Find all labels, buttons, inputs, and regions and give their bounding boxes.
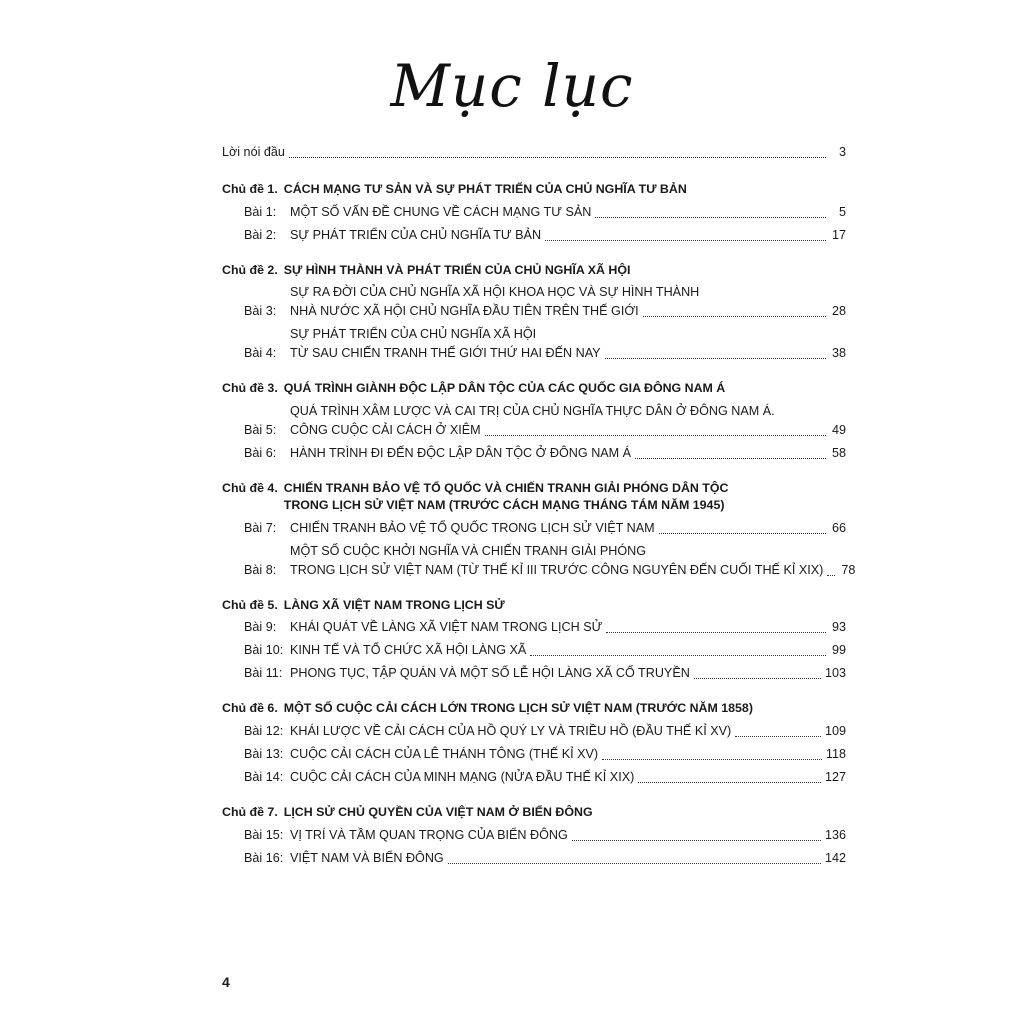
topic-code: Chủ đề 5.: [222, 597, 278, 612]
lesson-code: Bài 9:: [244, 620, 277, 635]
topic-section: [222, 262, 846, 363]
toc-entry-lesson[interactable]: [222, 284, 846, 320]
lesson-code: Bài 15:: [244, 827, 284, 842]
lesson-code: Bài 7:: [244, 520, 277, 535]
topic-title-line: CHIẾN TRANH BẢO VỆ TỔ QUỐC VÀ CHIẾN TRANH GIẢI PHÓNG DÂN TỘC: [283, 481, 729, 496]
lesson-code: Bài 4:: [244, 346, 277, 361]
lesson-title-line: CÔNG CUỘC CẢI CÁCH Ở XIÊM: [290, 423, 481, 438]
lesson-title-line: QUÁ TRÌNH XÂM LƯỢC VÀ CAI TRỊ CỦA CHỦ NGHĨA THỰC DÂN Ở ĐÔNG NAM Á.: [290, 404, 775, 419]
lesson-code: Bài 16:: [244, 850, 284, 865]
topic-title-line: TRONG LỊCH SỬ VIỆT NAM (TRƯỚC CÁCH MẠNG THÁNG TÁM NĂM 1945): [283, 497, 725, 512]
toc-entry-lesson[interactable]: [222, 827, 846, 844]
toc-entry-page: 136: [824, 827, 846, 842]
dot-leader: [606, 632, 826, 633]
toc-entry-page: 58: [831, 446, 846, 461]
lesson-code: Bài 2:: [244, 227, 277, 242]
dot-leader: [595, 217, 826, 218]
toc-entry-page: 127: [824, 770, 846, 785]
topic-heading[interactable]: [222, 181, 846, 198]
topic-code: Chủ đề 7.: [222, 805, 278, 820]
topic-section: [222, 597, 846, 683]
topic-heading[interactable]: [222, 804, 846, 821]
dot-leader: [485, 435, 826, 436]
page-number: 4: [222, 974, 230, 990]
lesson-title-line: SỰ RA ĐỜI CỦA CHỦ NGHĨA XÃ HỘI KHOA HỌC VÀ SỰ HÌNH THÀNH: [290, 285, 700, 300]
dot-leader: [545, 240, 826, 241]
toc-entry-page: 109: [824, 724, 846, 739]
toc-entry-lesson[interactable]: [222, 204, 846, 221]
lesson-title-line: KHÁI QUÁT VỀ LÀNG XÃ VIỆT NAM TRONG LỊCH SỬ: [290, 620, 603, 635]
lesson-code: Bài 1:: [244, 204, 277, 219]
toc-entry-page: 38: [831, 346, 846, 361]
lesson-title-line: MỘT SỐ VẤN ĐỀ CHUNG VỀ CÁCH MẠNG TƯ SẢN: [290, 204, 592, 219]
lesson-code: Bài 6:: [244, 446, 277, 461]
lesson-title-line: KHÁI LƯỢC VỀ CẢI CÁCH CỦA HỒ QUÝ LY VÀ TRIỀU HỒ (ĐẦU THẾ KỈ XV): [290, 724, 732, 739]
lesson-title-line: HÀNH TRÌNH ĐI ĐẾN ĐỘC LẬP DÂN TỘC Ở ĐÔNG NAM Á: [290, 446, 632, 461]
toc-entry-lesson[interactable]: [222, 445, 846, 462]
lesson-code: Bài 14:: [244, 770, 284, 785]
topic-section: [222, 380, 846, 462]
topic-title-line: SỰ HÌNH THÀNH VÀ PHÁT TRIỂN CỦA CHỦ NGHĨA XÃ HỘI: [283, 262, 631, 277]
dot-leader: [643, 316, 826, 317]
topic-section: [222, 480, 856, 578]
lesson-code: Bài 13:: [244, 747, 284, 762]
topic-title-line: LÀNG XÃ VIỆT NAM TRONG LỊCH SỬ: [283, 597, 505, 612]
toc-entry-page: 66: [831, 520, 846, 535]
toc-entry-lesson[interactable]: [222, 520, 846, 537]
toc-entry-lesson[interactable]: [222, 723, 846, 740]
toc-entry-page: 142: [824, 850, 846, 865]
toc-entry-page: 28: [831, 304, 846, 319]
toc-entry-page: 103: [824, 666, 846, 681]
topic-list: [222, 181, 856, 867]
lesson-code: Bài 12:: [244, 724, 284, 739]
dot-leader: [694, 678, 821, 679]
lesson-title-line: PHONG TỤC, TẬP QUÁN VÀ MỘT SỐ LỄ HỘI LÀNG XÃ CỔ TRUYỀN: [290, 666, 690, 681]
toc-entry-lesson[interactable]: [222, 227, 846, 244]
toc-entry-lesson[interactable]: [222, 769, 846, 786]
topic-heading[interactable]: [222, 262, 846, 279]
toc-entry-lesson[interactable]: [222, 619, 846, 636]
topic-code: Chủ đề 2.: [222, 262, 278, 277]
toc-entry-page: 93: [831, 620, 846, 635]
dot-leader: [827, 575, 835, 576]
page-heading: Mục lục: [390, 52, 634, 120]
topic-code: Chủ đề 6.: [222, 701, 278, 716]
toc-entry-page: 5: [838, 204, 846, 219]
topic-heading[interactable]: [222, 700, 846, 717]
topic-heading[interactable]: [222, 597, 846, 614]
toc-entry-page: 78: [841, 562, 856, 577]
toc-entry-page: 99: [831, 643, 846, 658]
dot-leader: [635, 458, 826, 459]
dot-leader: [572, 840, 821, 841]
lesson-code: Bài 5:: [244, 423, 277, 438]
toc-entry-page: 118: [825, 747, 846, 762]
dot-leader: [638, 782, 821, 783]
toc-entry-lesson[interactable]: [222, 642, 846, 659]
lesson-title-line: VỊ TRÍ VÀ TẦM QUAN TRỌNG CỦA BIỂN ĐÔNG: [290, 827, 568, 842]
topic-heading[interactable]: [222, 480, 846, 513]
lesson-code: Bài 3:: [244, 304, 277, 319]
lesson-title-line: SỰ PHÁT TRIỂN CỦA CHỦ NGHĨA TƯ BẢN: [290, 227, 542, 242]
topic-code: Chủ đề 1.: [222, 182, 278, 196]
topic-title-line: LỊCH SỬ CHỦ QUYỀN CỦA VIỆT NAM Ở BIỂN ĐÔNG: [283, 805, 593, 820]
toc-entry-lesson[interactable]: [222, 746, 846, 763]
dot-leader: [602, 759, 822, 760]
lesson-title-line: CUỘC CẢI CÁCH CỦA LÊ THÁNH TÔNG (THẾ KỈ XV): [290, 747, 599, 762]
dot-leader: [659, 533, 826, 534]
dot-leader: [605, 358, 826, 359]
toc-entry-lesson[interactable]: [222, 543, 856, 579]
topic-title-line: QUÁ TRÌNH GIÀNH ĐỘC LẬP DÂN TỘC CỦA CÁC QUỐC GIA ĐÔNG NAM Á: [283, 381, 726, 396]
lesson-code: Bài 10:: [244, 643, 284, 658]
dot-leader: [289, 157, 826, 158]
toc-entry-page: 17: [831, 227, 846, 242]
lesson-title-line: KINH TẾ VÀ TỔ CHỨC XÃ HỘI LÀNG XÃ: [290, 643, 527, 658]
table-of-contents: [222, 144, 856, 885]
toc-entry-title: Lời nói đầu: [222, 145, 285, 159]
lesson-code: Bài 8:: [244, 562, 277, 577]
lesson-title-line: NHÀ NƯỚC XÃ HỘI CHỦ NGHĨA ĐẦU TIÊN TRÊN THẾ GIỚI: [290, 304, 639, 319]
topic-title-line: MỘT SỐ CUỘC CẢI CÁCH LỚN TRONG LỊCH SỬ VIỆT NAM (TRƯỚC NĂM 1858): [283, 701, 753, 716]
lesson-title-line: TRONG LỊCH SỬ VIỆT NAM (TỪ THẾ KỈ III TRƯỚC CÔNG NGUYÊN ĐẾN CUỐI THẾ KỈ XIX): [290, 562, 824, 577]
lesson-title-line: SỰ PHÁT TRIỂN CỦA CHỦ NGHĨA XÃ HỘI: [290, 327, 537, 342]
topic-section: [222, 804, 846, 867]
lesson-title-line: VIỆT NAM VÀ BIỂN ĐÔNG: [290, 850, 444, 865]
dot-leader: [448, 863, 821, 864]
topic-section: [222, 181, 846, 244]
toc-entry-lesson[interactable]: [222, 326, 846, 362]
topic-section: [222, 700, 846, 786]
topic-heading[interactable]: [222, 380, 846, 397]
toc-entry-lesson[interactable]: [222, 665, 846, 682]
toc-entry-lesson[interactable]: [222, 403, 846, 439]
topic-title-line: CÁCH MẠNG TƯ SẢN VÀ SỰ PHÁT TRIỂN CỦA CHỦ NGHĨA TƯ BẢN: [283, 182, 687, 196]
lesson-title-line: CUỘC CẢI CÁCH CỦA MINH MẠNG (NỬA ĐẦU THẾ KỈ XIX): [290, 770, 635, 785]
toc-entry-page: 49: [831, 423, 846, 438]
toc-entry-lesson[interactable]: [222, 850, 846, 867]
toc-entry-intro[interactable]: [222, 144, 846, 161]
lesson-title-line: MỘT SỐ CUỘC KHỞI NGHĨA VÀ CHIẾN TRANH GIẢI PHÓNG: [290, 543, 647, 558]
lesson-code: Bài 11:: [244, 666, 283, 681]
toc-entry-page: 3: [838, 145, 846, 159]
lesson-title-line: CHIẾN TRANH BẢO VỆ TỔ QUỐC TRONG LỊCH SỬ VIỆT NAM: [290, 520, 655, 535]
topic-code: Chủ đề 4.: [222, 481, 278, 496]
dot-leader: [530, 655, 826, 656]
topic-code: Chủ đề 3.: [222, 381, 278, 396]
lesson-title-line: TỪ SAU CHIẾN TRANH THẾ GIỚI THỨ HAI ĐẾN NAY: [290, 346, 601, 361]
dot-leader: [735, 736, 821, 737]
